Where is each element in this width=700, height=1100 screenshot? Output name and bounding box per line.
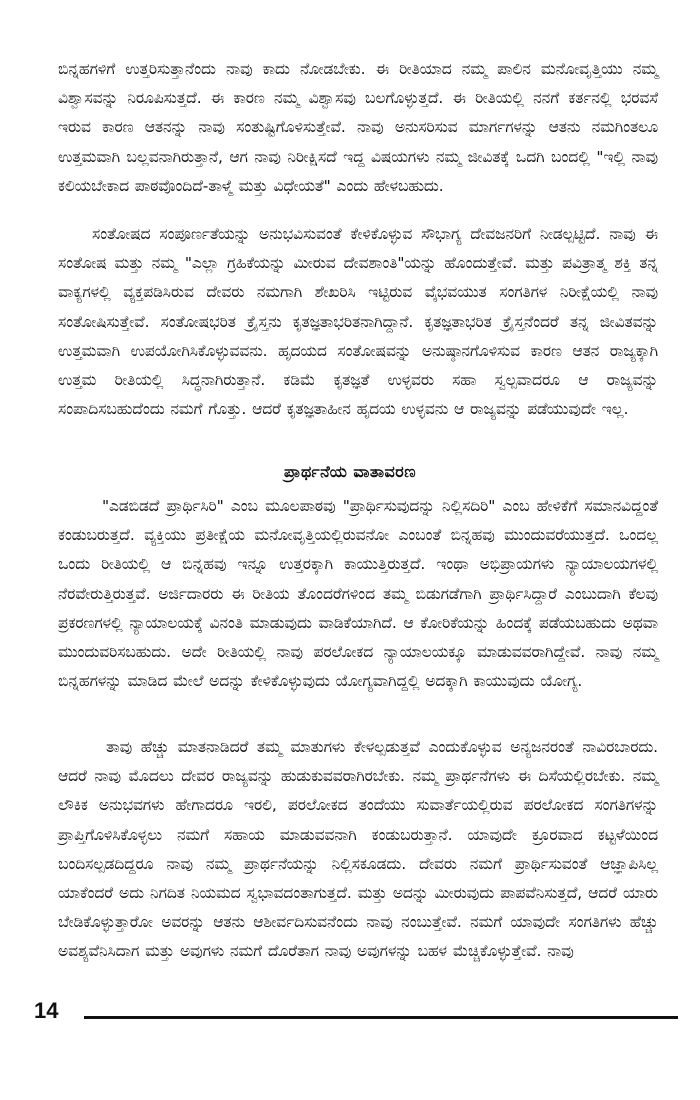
paragraph-4: ತಾವು ಹೆಚ್ಚು ಮಾತನಾಡಿದರೆ ತಮ್ಮ ಮಾತುಗಳು ಕೇಳಲ್ಪಡುತ್ತವೆ ಎಂದುಕೊಳ್ಳುವ ಅನ್ಯಜನರಂತೆ ನಾವಿರಬಾರದು. ಆದರೆ ನಾವು ಮೊದಲು ದೇವರ ರಾಜ್ಯವನ್ನು ಹುಡುಕುವವರಾಗಿರಬೇಕು. ನಮ್ಮ ಪ್ರಾರ್ಥನೆಗಳು ಈ ದಿಸೆಯಲ್ಲಿರಬೇಕು. ನಮ್ಮ ಲೌಕಿಕ ಅನುಭವಗಳು ಹೇಗಾದರೂ ಇರಲಿ, ಪರಲೋಕದ ತಂದೆಯು ಸುವಾರ್ತೆಯಲ್ಲಿರುವ ಪರಲೋಕದ ಸಂಗತಿಗಳನ್ನು ಪ್ರಾಪ್ತಿಗೊಳಿಸಿಕೊಳ್ಳಲು ನಮಗೆ ಸಹಾಯ ಮಾಡುವವನಾಗಿ ಕಂಡುಬರುತ್ತಾನೆ. ಯಾವುದೇ ಕ್ರೂರವಾದ ಕಟ್ಟಳೆಯಿಂದ ಬಂದಿಸಲ್ಪಡದಿದ್ದರೂ ನಾವು ನಮ್ಮ ಪ್ರಾರ್ಥನೆಯನ್ನು ನಿಲ್ಲಿಸಕೂಡದು. ದೇವರು ನಮಗೆ ಪ್ರಾರ್ಥಿಸುವಂತೆ ಆಜ್ಞಾಪಿಸಿಲ್ಲ ಯಾಕೆಂದರೆ ಅದು ನಿಗದಿತ ನಿಯಮದ ಸ್ವಭಾವದಂತಾಗುತ್ತದೆ. ಮತ್ತು ಅದನ್ನು ಮೀರುವುದು ಪಾಪವೆನಿಸುತ್ತದೆ, ಆದರೆ ಯಾರು ಬೇಡಿಕೊಳ್ಳುತ್ತಾರೋ ಅವರನ್ನು ಆತನು ಆಶೀರ್ವದಿಸುವನೆಂದು ನಾವು ನಂಬುತ್ತೇವೆ. ನಮಗೆ ಯಾವುದೇ ಸಂಗತಿಗಳು ಹೆಚ್ಚು ಅವಶ್ಯವೆನಿಸಿದಾಗ ಮತ್ತು ಅವುಗಳು ನಮಗೆ ದೊರೆತಾಗ ನಾವು ಅವುಗಳನ್ನು ಬಹಳ ಮೆಚ್ಚಿಕೊಳ್ಳುತ್ತೇವೆ. ನಾವು <box>58 738 658 961</box>
footer-divider <box>84 1016 678 1019</box>
paragraph-3: "ಎಡಬಿಡದೆ ಪ್ರಾರ್ಥಿಸಿರಿ" ಎಂಬ ಮೂಲಪಾಠವು "ಪ್ರಾರ್ಥಿಸುವುದನ್ನು ನಿಲ್ಲಿಸದಿರಿ" ಎಂಬ ಹೇಳಿಕೆಗೆ ಸಮಾನವಿದ್ದಂತೆ ಕಂಡುಬರುತ್ತದೆ. ವ್ಯಕ್ತಿಯು ಪ್ರತೀಕ್ಷೆಯ ಮನೋವೃತ್ತಿಯಲ್ಲಿರುವನೋ ಎಂಬಂತೆ ಬಿನ್ನಹವು ಮುಂದುವರೆಯುತ್ತದೆ. ಒಂದಲ್ಲ ಒಂದು ರೀತಿಯಲ್ಲಿ ಆ ಬಿನ್ನಹವು ಇನ್ನೂ ಉತ್ತರಕ್ಕಾಗಿ ಕಾಯುತ್ತಿರುತ್ತದೆ. ಇಂಥಾ ಅಭಿಪ್ರಾಯಗಳು ನ್ಯಾಯಾಲಯಗಳಲ್ಲಿ ನೆರವೇರುತ್ತಿರುತ್ತವೆ. ಅರ್ಜಿದಾರರು ಈ ರೀತಿಯ ತೊಂದರೆಗಳಿಂದ ತಮ್ಮ ಬಿಡುಗಡೆಗಾಗಿ ಪ್ರಾರ್ಥಿಸಿದ್ದಾರೆ ಎಂಬುದಾಗಿ ಕೆಲವು ಪ್ರಕರಣಗಳಲ್ಲಿ ನ್ಯಾಯಾಲಯಕ್ಕೆ ವಿನಂತಿ ಮಾಡುವುದು ವಾಡಿಕೆಯಾಗಿದೆ. ಆ ಕೋರಿಕೆಯನ್ನು ಹಿಂದಕ್ಕೆ ಪಡೆಯಬಹುದು ಅಥವಾ ಮುಂದುವರಿಸಬಹುದು. ಅದೇ ರೀತಿಯಲ್ಲಿ ನಾವು ಪರಲೋಕದ ನ್ಯಾಯಾಲಯಕ್ಕೂ ಮಾಡುವವರಾಗಿದ್ದೇವೆ. ನಾವು ನಮ್ಮ ಬಿನ್ನಹಗಳನ್ನು ಮಾಡಿದ ಮೇಲೆ ಅದನ್ನು ಕೇಳಿಕೊಳ್ಳುವುದು ಯೋಗ್ಯವಾಗಿದ್ದಲ್ಲಿ ಅದಕ್ಕಾಗಿ ಕಾಯುವುದು ಯೋಗ್ಯ. <box>58 497 658 691</box>
section-heading: ಪ್ರಾರ್ಥನೆಯ ವಾತಾವರಣ <box>283 462 417 481</box>
page-number: 14 <box>34 998 59 1023</box>
paragraph-2: ಸಂತೋಷದ ಸಂಪೂರ್ಣತೆಯನ್ನು ಅನುಭವಿಸುವಂತೆ ಕೇಳಿಕೊಳ್ಳುವ ಸೌಭಾಗ್ಯ ದೇವಜನರಿಗೆ ನೀಡಲ್ಪಟ್ಟಿದೆ. ನಾವು ಈ ಸಂತೋಷ ಮತ್ತು ನಮ್ಮ "ಎಲ್ಲಾ ಗ್ರಹಿಕೆಯನ್ನು ಮೀರುವ ದೇವಶಾಂತಿ"ಯನ್ನು ಹೊಂದುತ್ತೇವೆ. ಮತ್ತು ಪವಿತ್ರಾತ್ಮ ಶಕ್ತಿ ತನ್ನ ವಾಕ್ಯಗಳಲ್ಲಿ ವ್ಯಕ್ತಪಡಿಸಿರುವ ದೇವರು ನಮಗಾಗಿ ಶೇಖರಿಸಿ ಇಟ್ಟಿರುವ ವೈಭವಯುತ ಸಂಗತಿಗಳ ನಿರೀಕ್ಷೆಯಲ್ಲಿ ನಾವು ಸಂತೋಷಿಸುತ್ತೇವೆ. ಸಂತೋಷಭರಿತ ಕ್ರೈಸ್ತನು ಕೃತಜ್ಞತಾಭರಿತನಾಗಿದ್ದಾನೆ. ಕೃತಜ್ಞತಾಭರಿತ ಕ್ರೈಸ್ತನೆಂದರೆ ತನ್ನ ಜೀವಿತವನ್ನು ಉತ್ತಮವಾಗಿ ಉಪಯೋಗಿಸಿಕೊಳ್ಳುವವನು. ಹೃದಯದ ಸಂತೋಷವನ್ನು ಅನುಷ್ಠಾನಗೊಳಿಸುವ ಕಾರಣ ಆತನ ರಾಜ್ಯಕ್ಕಾಗಿ ಉತ್ತಮ ರೀತಿಯಲ್ಲಿ ಸಿದ್ಧನಾಗಿರುತ್ತಾನೆ. ಕಡಿಮೆ ಕೃತಜ್ಞತೆ ಉಳ್ಳವರು ಸಹಾ ಸ್ವಲ್ಪವಾದರೂ ಆ ರಾಜ್ಯವನ್ನು ಸಂಪಾದಿಸಬಹುದೆಂದು ನಮಗೆ ಗೊತ್ತು. ಆದರೆ ಕೃತಜ್ಞತಾಹೀನ ಹೃದಯ ಉಳ್ಳವನು ಆ ರಾಜ್ಯವನ್ನು ಪಡೆಯುವುದೇ ಇಲ್ಲ. <box>58 225 658 419</box>
paragraph-1: ಬಿನ್ನಹಗಳಿಗೆ ಉತ್ತರಿಸುತ್ತಾನೆಂದು ನಾವು ಕಾದು ನೋಡಬೇಕು. ಈ ರೀತಿಯಾದ ನಮ್ಮ ಪಾಲಿನ ಮನೋವೃತ್ತಿಯು ನಮ್ಮ ವಿಶ್ವಾಸವನ್ನು ನಿರೂಪಿಸುತ್ತದೆ. ಈ ಕಾರಣ ನಮ್ಮ ವಿಶ್ವಾಸವು ಬಲಗೊಳ್ಳುತ್ತದೆ. ಈ ರೀತಿಯಲ್ಲಿ ನನಗೆ ಕರ್ತನಲ್ಲಿ ಭರವಸೆ ಇರುವ ಕಾರಣ ಆತನನ್ನು ನಾವು ಸಂತುಷ್ಟಿಗೊಳಿಸುತ್ತೇವೆ. ನಾವು ಅನುಸರಿಸುವ ಮಾರ್ಗಗಳನ್ನು ಆತನು ನಮಗಿಂತಲೂ ಉತ್ತಮವಾಗಿ ಬಲ್ಲವನಾಗಿರುತ್ತಾನೆ, ಆಗ ನಾವು ನಿರೀಕ್ಷಿಸದೆ ಇದ್ದ ವಿಷಯಗಳು ನಮ್ಮ ಜೀವಿತಕ್ಕೆ ಒದಗಿ ಬಂದಲ್ಲಿ "ಇಲ್ಲಿ ನಾವು ಕಲಿಯಬೇಕಾದ ಪಾಠವೊಂದಿದೆ-ತಾಳ್ಮೆ ಮತ್ತು ವಿಧೇಯತೆ" ಎಂದು ಹೇಳಬಹುದು. <box>58 60 658 195</box>
